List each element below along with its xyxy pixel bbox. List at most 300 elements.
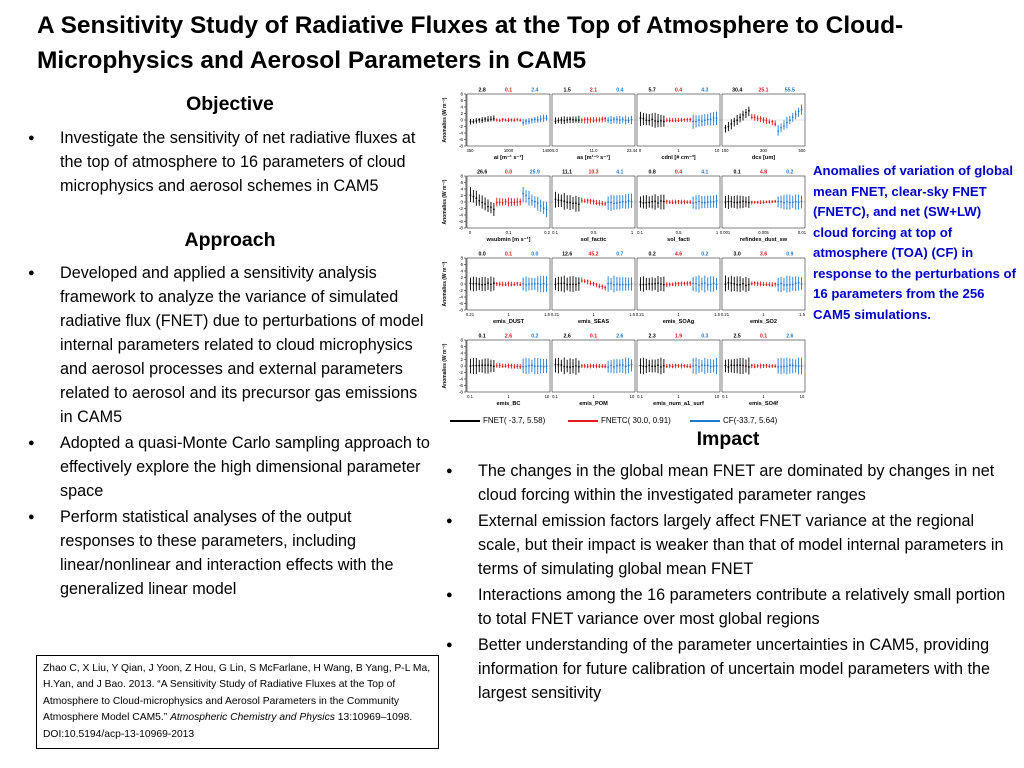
data-point bbox=[531, 283, 533, 285]
data-point bbox=[798, 201, 800, 203]
percentage-label: 55.5 bbox=[784, 87, 795, 94]
percentage-label: 0.4 bbox=[616, 87, 624, 94]
data-point bbox=[654, 120, 656, 122]
x-tick-label: 0.5 bbox=[590, 230, 597, 235]
data-point bbox=[534, 201, 536, 203]
x-tick-label: 300 bbox=[760, 148, 767, 153]
data-point bbox=[587, 280, 589, 282]
percentage-label: 0.0 bbox=[531, 251, 539, 258]
data-point bbox=[648, 201, 650, 203]
x-tick-label: 0.005 bbox=[758, 230, 769, 235]
data-point bbox=[710, 118, 712, 120]
data-point bbox=[792, 116, 794, 118]
data-point bbox=[625, 284, 627, 286]
data-point bbox=[748, 110, 750, 112]
y-tick-label: -4 bbox=[458, 212, 463, 218]
data-point bbox=[689, 366, 691, 368]
percentage-label: 0.1 bbox=[733, 169, 741, 176]
data-point bbox=[675, 201, 677, 203]
data-point bbox=[616, 283, 618, 285]
data-point bbox=[725, 283, 727, 285]
panel-name: refindex_dust_sw bbox=[739, 237, 788, 243]
data-point bbox=[683, 283, 685, 285]
data-point bbox=[786, 122, 788, 124]
data-point bbox=[610, 119, 612, 121]
data-point bbox=[733, 120, 735, 122]
x-tick-label: 10 bbox=[714, 394, 720, 399]
data-point bbox=[751, 364, 753, 366]
data-point bbox=[783, 284, 785, 286]
data-point bbox=[508, 365, 510, 367]
data-point bbox=[534, 365, 536, 367]
percentage-label: 1.5 bbox=[563, 87, 571, 94]
data-point bbox=[786, 201, 788, 203]
data-point bbox=[686, 119, 688, 121]
data-point bbox=[666, 284, 668, 286]
data-point bbox=[563, 120, 565, 122]
data-point bbox=[601, 203, 603, 205]
data-point bbox=[763, 364, 765, 366]
data-point bbox=[528, 365, 530, 367]
percentage-label: 0.1 bbox=[504, 251, 513, 258]
data-point bbox=[725, 127, 727, 129]
data-point bbox=[616, 202, 618, 204]
data-point bbox=[508, 120, 510, 122]
data-point bbox=[475, 120, 477, 122]
data-point bbox=[566, 366, 568, 368]
data-point bbox=[642, 118, 644, 120]
data-point bbox=[736, 284, 738, 286]
x-tick-label: 1 bbox=[592, 394, 595, 399]
y-tick-label: -2 bbox=[458, 206, 463, 212]
data-point bbox=[707, 201, 709, 203]
data-point bbox=[774, 123, 776, 125]
data-point bbox=[587, 119, 589, 121]
data-point bbox=[598, 119, 600, 121]
data-point bbox=[654, 200, 656, 202]
data-point bbox=[780, 366, 782, 368]
data-point bbox=[587, 366, 589, 368]
data-point bbox=[613, 284, 615, 286]
x-tick-label: 10 bbox=[714, 148, 720, 153]
data-point bbox=[563, 200, 565, 202]
data-point bbox=[490, 284, 492, 286]
y-tick-label: -8 bbox=[458, 143, 463, 149]
y-tick-label: -6 bbox=[458, 219, 463, 225]
data-point bbox=[560, 119, 562, 121]
x-tick-label: 1.5 bbox=[799, 312, 805, 317]
data-point bbox=[801, 283, 803, 285]
x-tick-label: 1.5 bbox=[629, 312, 635, 317]
data-point bbox=[774, 200, 776, 202]
data-point bbox=[766, 201, 768, 203]
data-point bbox=[516, 282, 518, 284]
data-point bbox=[496, 283, 498, 285]
data-point bbox=[505, 119, 507, 121]
data-point bbox=[581, 119, 583, 121]
data-point bbox=[587, 199, 589, 201]
percentage-label: 0.3 bbox=[701, 333, 709, 340]
x-tick-label: 1 bbox=[762, 312, 765, 317]
x-tick-label: 0.1 bbox=[637, 394, 643, 399]
anomaly-panels-chart bbox=[440, 85, 810, 417]
x-tick-label: 10 bbox=[799, 394, 805, 399]
objective-heading: Objective bbox=[186, 93, 274, 115]
data-point bbox=[795, 365, 797, 367]
data-point bbox=[730, 364, 732, 366]
impact-heading: Impact bbox=[696, 428, 760, 450]
citation-details: 13:10969–1098. DOI:10.5194/acp-13-10969-2013 bbox=[43, 712, 413, 740]
data-point bbox=[648, 283, 650, 285]
y-tick-label: 6 bbox=[460, 344, 463, 350]
data-point bbox=[678, 365, 680, 367]
data-point bbox=[499, 365, 501, 367]
y-tick-label: -8 bbox=[458, 389, 463, 395]
data-point bbox=[622, 364, 624, 366]
data-point bbox=[478, 119, 480, 121]
data-point bbox=[578, 366, 580, 368]
data-point bbox=[733, 202, 735, 204]
data-point bbox=[528, 283, 530, 285]
data-point bbox=[490, 206, 492, 208]
objective-list bbox=[28, 126, 430, 200]
data-point bbox=[543, 207, 545, 209]
x-tick-label: 10 bbox=[629, 394, 635, 399]
data-point bbox=[640, 201, 642, 203]
y-tick-label: -6 bbox=[458, 137, 463, 143]
data-point bbox=[727, 126, 729, 128]
data-point bbox=[481, 119, 483, 121]
data-point bbox=[771, 201, 773, 203]
data-point bbox=[604, 287, 606, 289]
data-point bbox=[801, 365, 803, 367]
data-point bbox=[578, 203, 580, 205]
data-point bbox=[686, 202, 688, 204]
data-point bbox=[725, 201, 727, 203]
data-point bbox=[681, 202, 683, 204]
data-point bbox=[640, 117, 642, 119]
y-tick-label: 0 bbox=[460, 363, 463, 369]
data-point bbox=[768, 201, 770, 203]
data-point bbox=[505, 365, 507, 367]
data-point bbox=[581, 280, 583, 282]
data-point bbox=[648, 120, 650, 122]
data-point bbox=[598, 286, 600, 288]
data-point bbox=[511, 365, 513, 367]
data-point bbox=[766, 120, 768, 122]
data-point bbox=[540, 205, 542, 207]
data-point bbox=[681, 365, 683, 367]
data-point bbox=[751, 201, 753, 203]
data-point bbox=[777, 130, 779, 132]
panel-name: as [m¹⁻ᵇ s⁻¹] bbox=[577, 155, 610, 161]
data-point bbox=[660, 120, 662, 122]
percentage-label: 0.2 bbox=[648, 251, 656, 258]
percentage-label: 0.0 bbox=[504, 169, 513, 176]
y-axis-label: Anomalies (W m⁻²) bbox=[442, 343, 448, 389]
data-point bbox=[531, 365, 533, 367]
data-point bbox=[590, 200, 592, 202]
data-point bbox=[584, 280, 586, 282]
data-point bbox=[613, 118, 615, 120]
data-point bbox=[481, 364, 483, 366]
x-tick-label: 0.1 bbox=[552, 230, 558, 235]
data-point bbox=[642, 284, 644, 286]
data-point bbox=[710, 284, 712, 286]
x-tick-label: 0.1 bbox=[722, 394, 728, 399]
percentage-label: 2.4 bbox=[531, 87, 539, 94]
data-point bbox=[713, 365, 715, 367]
data-point bbox=[760, 283, 762, 285]
x-tick-label: 0.01 bbox=[797, 230, 807, 235]
data-point bbox=[689, 201, 691, 203]
data-point bbox=[713, 201, 715, 203]
y-tick-label: 8 bbox=[460, 173, 463, 179]
data-point bbox=[493, 365, 495, 367]
x-tick-label: 1 bbox=[507, 394, 510, 399]
data-point bbox=[792, 284, 794, 286]
data-point bbox=[493, 282, 495, 284]
data-point bbox=[610, 283, 612, 285]
data-point bbox=[748, 202, 750, 204]
data-point bbox=[739, 284, 741, 286]
data-point bbox=[519, 201, 521, 203]
data-point bbox=[777, 284, 779, 286]
data-point bbox=[487, 206, 489, 208]
data-point bbox=[657, 202, 659, 204]
data-point bbox=[783, 366, 785, 368]
percentage-label: 0.7 bbox=[616, 251, 624, 258]
data-point bbox=[727, 366, 729, 368]
data-point bbox=[768, 121, 770, 123]
x-tick-label: 0.1 bbox=[552, 394, 558, 399]
data-point bbox=[666, 200, 668, 202]
data-point bbox=[742, 365, 744, 367]
y-axis-label: Anomalies (W m⁻²) bbox=[442, 179, 448, 225]
data-point bbox=[566, 284, 568, 286]
data-point bbox=[742, 283, 744, 285]
data-point bbox=[780, 127, 782, 129]
data-point bbox=[555, 198, 557, 200]
impact-bullet: ● The changes in the global mean FNET are dominated by changes in net cloud forcing within the investigated parameter ranges bbox=[446, 459, 1006, 507]
x-tick-label: 1 bbox=[677, 394, 680, 399]
data-point bbox=[713, 117, 715, 119]
y-tick-label: -8 bbox=[458, 307, 463, 313]
data-point bbox=[487, 282, 489, 284]
data-point bbox=[516, 118, 518, 120]
data-point bbox=[581, 365, 583, 367]
x-tick-label: 0.1 bbox=[467, 394, 473, 399]
objective-bullet: ● Investigate the sensitivity of net radiative fluxes at the top of atmosphere to 16 parameters of cloud microphysics and aerosol schemes in CAM5 bbox=[28, 126, 430, 198]
y-axis-label: Anomalies (W m⁻²) bbox=[442, 261, 448, 307]
data-point bbox=[575, 202, 577, 204]
data-point bbox=[555, 364, 557, 366]
y-tick-label: 2 bbox=[460, 357, 463, 363]
y-tick-label: 8 bbox=[460, 255, 463, 261]
data-point bbox=[651, 201, 653, 203]
y-tick-label: -4 bbox=[458, 376, 463, 382]
data-point bbox=[557, 199, 559, 201]
data-point bbox=[470, 365, 472, 367]
data-point bbox=[692, 121, 694, 123]
data-point bbox=[678, 283, 680, 285]
data-point bbox=[768, 366, 770, 368]
data-point bbox=[616, 118, 618, 120]
x-tick-label: 0.21 bbox=[465, 312, 475, 317]
data-point bbox=[751, 283, 753, 285]
data-point bbox=[760, 118, 762, 120]
y-tick-label: -2 bbox=[458, 288, 463, 294]
data-point bbox=[625, 201, 627, 203]
data-point bbox=[666, 366, 668, 368]
data-point bbox=[663, 201, 665, 203]
data-point bbox=[522, 122, 524, 124]
data-point bbox=[502, 118, 504, 120]
data-point bbox=[698, 201, 700, 203]
data-point bbox=[560, 200, 562, 202]
data-point bbox=[534, 283, 536, 285]
data-point bbox=[502, 365, 504, 367]
data-point bbox=[490, 118, 492, 120]
impact-bullet: ● External emission factors largely affect FNET variance at the regional scale, but their impact is weaker than that of model internal parameters in terms of simulating global mean FNET bbox=[446, 509, 1006, 581]
data-point bbox=[513, 202, 515, 204]
data-point bbox=[619, 201, 621, 203]
data-point bbox=[546, 208, 548, 210]
x-tick-label: 1.5 bbox=[714, 312, 720, 317]
data-point bbox=[601, 366, 603, 368]
data-point bbox=[513, 366, 515, 368]
percentage-label: 0.2 bbox=[701, 251, 709, 258]
data-point bbox=[598, 202, 600, 204]
data-point bbox=[771, 365, 773, 367]
data-point bbox=[569, 283, 571, 285]
data-point bbox=[555, 120, 557, 122]
data-point bbox=[754, 282, 756, 284]
data-point bbox=[798, 365, 800, 367]
y-tick-label: 6 bbox=[460, 180, 463, 186]
data-point bbox=[593, 283, 595, 285]
legend-cf-swatch bbox=[690, 420, 720, 422]
data-point bbox=[675, 283, 677, 285]
data-point bbox=[540, 283, 542, 285]
data-point bbox=[704, 282, 706, 284]
data-point bbox=[730, 282, 732, 284]
data-point bbox=[598, 366, 600, 368]
data-point bbox=[692, 365, 694, 367]
y-tick-label: 8 bbox=[460, 337, 463, 343]
data-point bbox=[575, 119, 577, 121]
data-point bbox=[578, 282, 580, 284]
data-point bbox=[596, 283, 598, 285]
data-point bbox=[478, 365, 480, 367]
percentage-label: 4.8 bbox=[759, 169, 768, 176]
data-point bbox=[657, 121, 659, 123]
data-point bbox=[780, 201, 782, 203]
data-point bbox=[742, 200, 744, 202]
data-point bbox=[478, 283, 480, 285]
data-point bbox=[481, 284, 483, 286]
y-tick-label: 4 bbox=[460, 350, 463, 356]
data-point bbox=[763, 202, 765, 204]
data-point bbox=[619, 364, 621, 366]
data-point bbox=[470, 121, 472, 123]
x-tick-label: 0.2 bbox=[544, 230, 550, 235]
data-point bbox=[669, 365, 671, 367]
data-point bbox=[619, 119, 621, 121]
approach-bullet: ● Developed and applied a sensitivity analysis framework to analyze the variance of simulated radiative flux (FNET) due to perturbations of model internal parameters related to cloud microphysics and aerosol processes and external parameters related to aerosol and its precursor gas emissions in CAM5 bbox=[28, 261, 430, 429]
data-point bbox=[543, 117, 545, 119]
data-point bbox=[777, 366, 779, 368]
data-point bbox=[672, 202, 674, 204]
data-point bbox=[590, 365, 592, 367]
data-point bbox=[613, 366, 615, 368]
data-point bbox=[631, 283, 633, 285]
data-point bbox=[745, 285, 747, 287]
data-point bbox=[540, 118, 542, 120]
data-point bbox=[763, 284, 765, 286]
data-point bbox=[572, 283, 574, 285]
y-axis-label: Anomalies (W m⁻²) bbox=[442, 97, 448, 143]
data-point bbox=[757, 118, 759, 120]
x-tick-label: 0.001 bbox=[719, 230, 731, 235]
data-point bbox=[516, 366, 518, 368]
data-point bbox=[628, 364, 630, 366]
x-tick-label: 1400 bbox=[542, 148, 552, 153]
data-point bbox=[669, 201, 671, 203]
data-point bbox=[578, 119, 580, 121]
data-point bbox=[631, 364, 633, 366]
percentage-label: 1.9 bbox=[674, 333, 683, 340]
data-point bbox=[742, 114, 744, 116]
data-point bbox=[493, 209, 495, 211]
percentage-label: 2.6 bbox=[616, 333, 624, 340]
data-point bbox=[516, 201, 518, 203]
data-point bbox=[663, 284, 665, 286]
data-point bbox=[716, 284, 718, 286]
data-point bbox=[572, 202, 574, 204]
data-point bbox=[560, 283, 562, 285]
percentage-label: 4.3 bbox=[701, 87, 709, 94]
panel-name: sol_facti bbox=[667, 237, 690, 243]
data-point bbox=[795, 283, 797, 285]
percentage-label: 4.1 bbox=[616, 169, 624, 176]
data-point bbox=[651, 365, 653, 367]
data-point bbox=[748, 366, 750, 368]
data-point bbox=[557, 283, 559, 285]
data-point bbox=[625, 120, 627, 122]
percentage-label: 2.6 bbox=[786, 333, 794, 340]
data-point bbox=[502, 202, 504, 204]
data-point bbox=[789, 364, 791, 366]
data-point bbox=[622, 201, 624, 203]
data-point bbox=[560, 364, 562, 366]
data-point bbox=[499, 120, 501, 122]
data-point bbox=[660, 200, 662, 202]
percentage-label: 3.0 bbox=[733, 251, 741, 258]
data-point bbox=[777, 201, 779, 203]
data-point bbox=[566, 119, 568, 121]
data-point bbox=[686, 366, 688, 368]
data-point bbox=[569, 366, 571, 368]
y-tick-label: -6 bbox=[458, 301, 463, 307]
data-point bbox=[472, 121, 474, 123]
x-tick-label: 23.44 bbox=[626, 148, 638, 153]
data-point bbox=[701, 364, 703, 366]
data-point bbox=[475, 197, 477, 199]
data-point bbox=[771, 285, 773, 287]
approach-bullet: ● Perform statistical analyses of the output responses to these parameters, including linear/nonlinear and interaction effects with the generalized linear model bbox=[28, 505, 430, 601]
data-point bbox=[513, 284, 515, 286]
